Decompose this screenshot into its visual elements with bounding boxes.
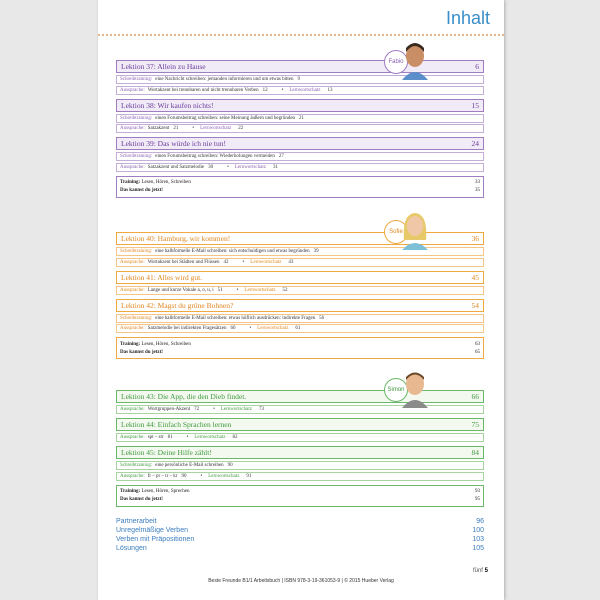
check-label: Das kannst du jetzt! [120, 188, 163, 193]
lesson-subentry [116, 286, 484, 295]
training-page: 93 [475, 489, 480, 494]
lesson-subentry [116, 86, 484, 95]
bullet-separator: • [281, 87, 284, 93]
training-page: 33 [475, 180, 480, 185]
subentry-page: 13 [327, 87, 333, 93]
bullet-separator: • [242, 259, 245, 265]
appendix-label: Partnerarbeit [116, 518, 157, 525]
subentry-label: Lernwortschatz [244, 287, 276, 293]
subentry-label: Lernwortschatz [234, 164, 266, 170]
lesson-block [116, 418, 484, 442]
subentry-page: 27 [278, 154, 284, 159]
subentry-page: 12 [262, 87, 268, 93]
training-row [120, 488, 480, 496]
lesson-page: 45 [471, 272, 479, 282]
lesson-title: Lektion 44: Einfach Sprachen lernen [121, 420, 232, 429]
subentry-page: 61 [295, 326, 301, 331]
lesson-subentry [116, 124, 484, 133]
lesson-page: 66 [471, 392, 479, 401]
subentry-label: Lernwortschatz [194, 435, 226, 440]
appendix-page: 105 [472, 545, 484, 552]
subentry-label: Aussprache: [120, 126, 145, 131]
subentry-page: 90 [181, 473, 187, 479]
lesson-title: Lektion 40: Hamburg, wir kommen! [121, 234, 231, 243]
training-page: 63 [475, 341, 480, 347]
appendix-label: Lösungen [116, 545, 147, 552]
subentry-label: Aussprache: [120, 87, 145, 93]
subentry-label: Aussprache: [120, 287, 145, 293]
lesson-title: Lektion 41: Alles wird gut. [121, 272, 203, 282]
lesson-subentry [116, 152, 484, 161]
training-label: Training: [120, 341, 141, 347]
subentry-text: Lange und kurze Vokale a, o, u, i [147, 287, 214, 293]
check-page: 35 [475, 188, 480, 193]
bullet-separator: • [192, 126, 195, 131]
subentry-page: 90 [227, 463, 233, 468]
appendix-page: 103 [472, 536, 484, 543]
subentry-page: 81 [167, 435, 173, 440]
lesson-page: 6 [475, 62, 479, 71]
subentry-label: Aussprache: [120, 164, 145, 170]
bullet-separator: • [213, 407, 215, 412]
subentry-label: Lernwortschatz [208, 473, 240, 479]
lesson-title: Lektion 42: Magst du grüne Bohnen? [121, 300, 234, 310]
subentry-label: Aussprache: [120, 259, 145, 265]
appendix-item[interactable] [116, 545, 484, 554]
lesson-block [116, 137, 484, 172]
subentry-text: spt – str [147, 435, 164, 440]
subentry-label: Schreibtraining: [120, 249, 153, 254]
subentry-text: Satzakzent [147, 126, 170, 131]
lesson-block [116, 299, 484, 334]
lesson-heading[interactable] [116, 418, 484, 431]
subentry-label: Schreibtraining: [120, 463, 153, 468]
appendix-label: Verben mit Präpositionen [116, 536, 195, 543]
subentry-label: Schreibtraining: [120, 115, 153, 121]
lesson-title: Lektion 39: Das würde ich nie tun! [121, 139, 226, 148]
subentry-page: 56 [319, 315, 325, 321]
check-row [120, 496, 480, 504]
bullet-separator: • [227, 164, 229, 170]
lesson-heading[interactable] [116, 446, 484, 459]
title-divider [98, 34, 504, 36]
lesson-block [116, 99, 484, 134]
avatar-fabio [384, 40, 430, 80]
bullet-separator: • [200, 473, 203, 479]
lesson-title: Lektion 43: Die App, die den Dieb findet. [121, 392, 247, 401]
bullet-separator: • [249, 326, 252, 331]
subentry-label: Lernwortschatz [257, 326, 289, 331]
lesson-heading[interactable] [116, 137, 484, 150]
simon-portrait-icon [400, 368, 430, 408]
subentry-page: 52 [282, 287, 288, 293]
book-page [98, 0, 504, 600]
training-skills: Lesen, Hören, Sprechen [141, 489, 190, 494]
check-row [120, 187, 480, 195]
lesson-subentry [116, 314, 484, 323]
subentry-text: Wortgruppen-Akzent [147, 407, 191, 412]
subentry-page: 30 [208, 164, 214, 170]
subentry-page: 51 [217, 287, 223, 293]
training-row [120, 179, 480, 187]
lesson-heading[interactable] [116, 99, 484, 112]
lesson-subentry [116, 258, 484, 267]
appendix-page: 96 [476, 518, 484, 525]
appendix-list [116, 518, 484, 554]
subentry-label: Lernwortschatz [289, 87, 321, 93]
subentry-page: 9 [297, 77, 301, 82]
subentry-page: 73 [258, 407, 264, 412]
subentry-text: eine persönliche E-Mail schreiben [155, 463, 224, 468]
page-digit: 5 [484, 568, 488, 574]
lesson-page: 75 [471, 420, 479, 429]
check-row [120, 348, 480, 356]
page-title: Inhalt [445, 8, 490, 28]
subentry-label: Schreibtraining: [120, 315, 153, 321]
lesson-block [116, 271, 484, 295]
lesson-page: 36 [471, 234, 479, 243]
appendix-item[interactable] [116, 518, 484, 527]
appendix-item[interactable] [116, 536, 484, 545]
page-number [473, 568, 488, 574]
subentry-page: 60 [230, 326, 236, 331]
subentry-label: Lernwortschatz [200, 126, 232, 131]
character-badge: Sofie [384, 220, 408, 244]
subentry-page: 31 [272, 164, 278, 170]
subentry-text: Wortakzent bei trennbaren und nicht trennbaren Verben [147, 87, 259, 93]
subentry-text: Satzakzent und Satzmelodie [147, 164, 205, 170]
lesson-page: 84 [471, 448, 479, 457]
training-box [116, 337, 484, 359]
training-left [120, 342, 191, 347]
subentry-text: fr – pr – tr – kr [147, 473, 178, 479]
fabio-portrait-icon [400, 40, 430, 80]
unit-fabio [116, 60, 484, 198]
subentry-label: Aussprache: [120, 326, 145, 331]
training-label: Training: [120, 180, 141, 185]
lesson-subentry [116, 433, 484, 442]
lesson-page: 15 [471, 100, 479, 110]
unit-sofie [116, 232, 484, 359]
subentry-label: Aussprache: [120, 473, 145, 479]
training-label: Training: [120, 489, 141, 494]
lesson-title: Lektion 38: Wir kaufen nichts! [121, 100, 214, 110]
check-label: Das kannst du jetzt! [120, 349, 163, 355]
training-box [116, 176, 484, 198]
appendix-label: Unregelmäßige Verben [116, 527, 188, 534]
subentry-page: 72 [194, 407, 200, 412]
character-badge: Simon [384, 378, 408, 402]
appendix-item[interactable] [116, 527, 484, 536]
character-badge: Fabio [384, 50, 408, 74]
subentry-label: Lernwortschatz [220, 407, 252, 412]
subentry-text: eine halbformelle E-Mail schreiben: etwas höflich ausdrücken: indirekte Fragen [155, 315, 316, 321]
training-left [120, 489, 190, 494]
subentry-page: 91 [246, 473, 252, 479]
subentry-label: Schreibtraining: [120, 154, 153, 159]
page-word: fünf [472, 568, 483, 574]
lesson-subentry [116, 461, 484, 470]
sofie-portrait-icon [400, 210, 430, 250]
subentry-page: 39 [313, 249, 319, 254]
subentry-label: Lernwortschatz [250, 259, 282, 265]
lesson-block [116, 446, 484, 481]
subentry-label: Aussprache: [120, 407, 145, 412]
subentry-page: 22 [238, 126, 244, 131]
subentry-page: 43 [288, 259, 294, 265]
check-label: Das kannst du jetzt! [120, 497, 163, 502]
subentry-label: Schreibtraining: [120, 77, 153, 82]
subentry-text: einen Forumsbeitrag schreiben: Wiederholungen vermeiden [155, 154, 275, 159]
training-skills: Lesen, Hören, Schreiben [141, 341, 191, 347]
avatar-sofie [384, 210, 430, 250]
check-page: 65 [475, 349, 480, 355]
lesson-subentry [116, 324, 484, 333]
training-row [120, 340, 480, 348]
bullet-separator: • [186, 435, 189, 440]
training-skills: Lesen, Hören, Schreiben [141, 180, 191, 185]
subentry-page: 21 [173, 126, 179, 131]
lesson-title: Lektion 45: Deine Hilfe zählt! [121, 448, 212, 457]
subentry-text: eine Nachricht schreiben: jemanden informieren und um etwas bitten [155, 77, 294, 82]
lesson-subentry [116, 114, 484, 123]
subentry-label: Aussprache: [120, 435, 145, 440]
training-box [116, 485, 484, 507]
subentry-page: 42 [223, 259, 229, 265]
subentry-page: 21 [299, 115, 305, 121]
subentry-text: einen Forumsbeitrag schreiben: seine Meinung äußern und begründen [155, 115, 296, 121]
lesson-heading[interactable] [116, 299, 484, 312]
subentry-text: Satzmelodie bei indirekten Fragesätzen [147, 326, 227, 331]
subentry-page: 82 [232, 435, 238, 440]
subentry-text: Wortakzent bei Städten und Flüssen [147, 259, 220, 265]
lesson-heading[interactable] [116, 271, 484, 284]
check-page: 95 [475, 497, 480, 502]
avatar-simon [384, 368, 430, 408]
lesson-subentry [116, 472, 484, 481]
appendix-page: 100 [472, 527, 484, 534]
footer-imprint: Beste Freunde B1/1 Arbeitsbuch | ISBN 978-3-19-361053-9 | © 2015 Hueber Verlag [208, 578, 394, 584]
lesson-subentry [116, 163, 484, 172]
lesson-title: Lektion 37: Allein zu Hause [121, 62, 206, 71]
lesson-page: 24 [471, 139, 479, 148]
lesson-page: 54 [471, 300, 479, 310]
training-left [120, 180, 191, 185]
bullet-separator: • [236, 287, 239, 293]
subentry-text: eine halbformelle E-Mail schreiben: sich entschuldigen und etwas begründen [155, 249, 310, 254]
